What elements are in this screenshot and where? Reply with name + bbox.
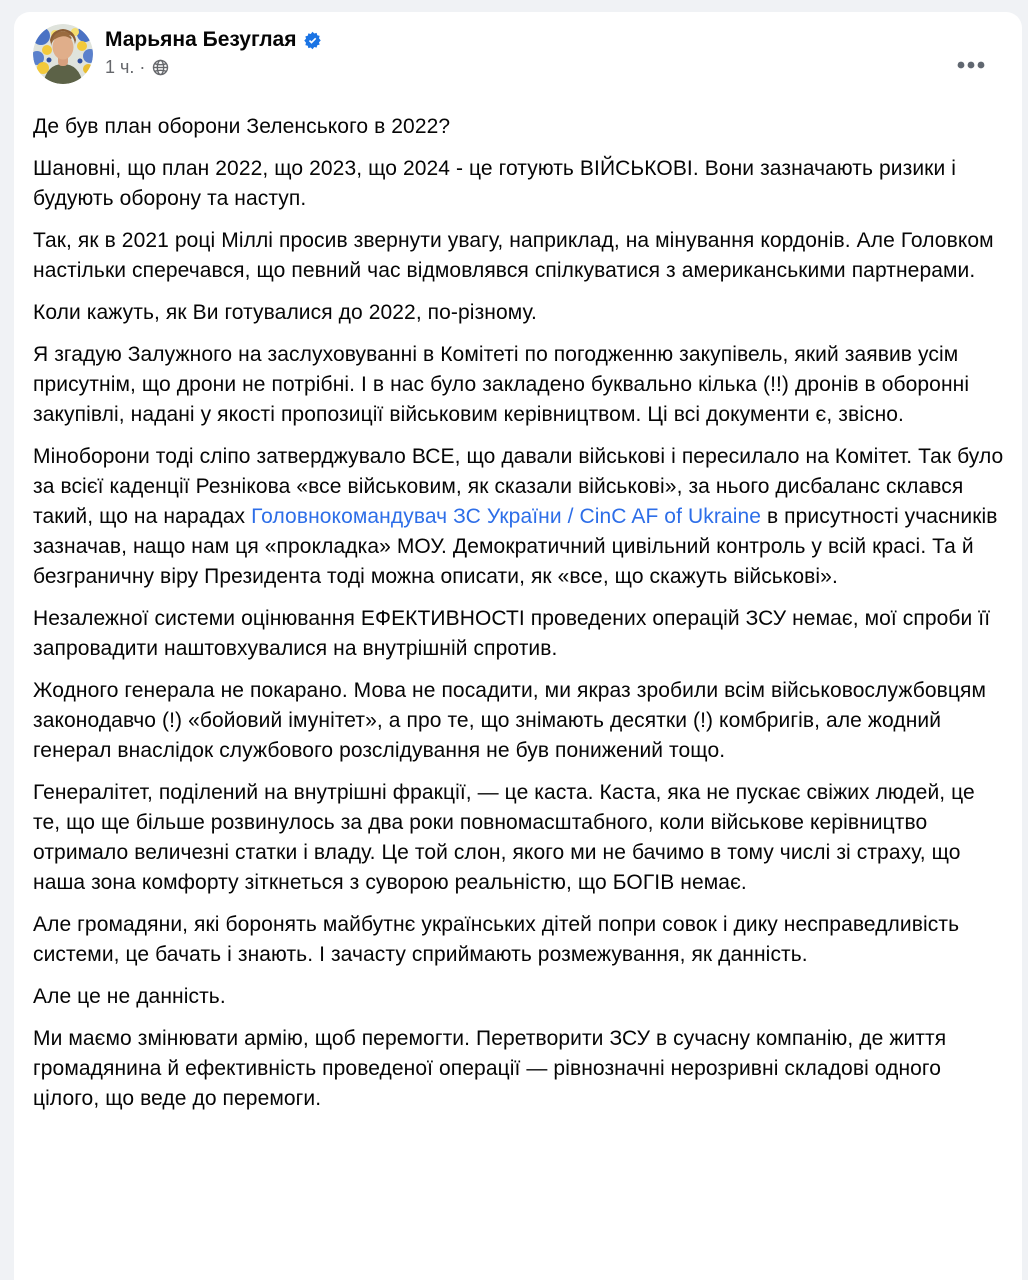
post-paragraph <box>33 442 1004 592</box>
post-mention-link[interactable]: Головнокомандувач ЗС України / CinC AF of Ukraine <box>251 505 762 528</box>
more-options-button[interactable] <box>952 46 990 84</box>
post-paragraph <box>33 112 1004 142</box>
avatar[interactable] <box>33 24 93 84</box>
post-paragraph <box>33 340 1004 430</box>
post-text: Ми маємо змінювати армію, щоб перемогти. Перетворити ЗСУ в сучасну компанію, де життя громадянина й ефективність проведеної операції — рівнозначні нерозривні складові одного цілого, що веде до перемоги. <box>33 1027 947 1110</box>
avatar-photo <box>33 24 93 84</box>
header-text-block <box>105 24 322 78</box>
timestamp[interactable]: 1 ч. <box>105 57 135 77</box>
post-text: Шановні, що план 2022, що 2023, що 2024 - це готують ВІЙСЬКОВІ. Вони зазначають ризики і будують оборону та наступ. <box>33 157 956 210</box>
post-paragraph <box>33 226 1004 286</box>
post-paragraph <box>33 154 1004 214</box>
post-paragraph <box>33 910 1004 970</box>
post-text: Жодного генерала не покарано. Мова не посадити, ми якраз зробили всім військовослужбовцям законодавчо (!) «бойовий імунітет», а про те, що знімають десятки (!) комбригів, але жодний генерал внаслідок службового розслідування не був понижений тощо. <box>33 679 987 762</box>
post-paragraph <box>33 1024 1004 1114</box>
post-content <box>33 112 1004 1114</box>
post-text: в присутності учасників зазначав, нащо нам ця «прокладка» МОУ. Демократичний цивільний контроль у всій красі. Та й безграничну віру Президента тоді можна описати, як «все, що скажуть військові». <box>33 505 998 588</box>
post-paragraph <box>33 982 1004 1012</box>
post-text: Незалежної системи оцінювання ЕФЕКТИВНОСТІ проведених операцій ЗСУ немає, мої спроби її запровадити наштовхувалися на внутрішній спротив. <box>33 607 991 660</box>
post-paragraph <box>33 298 1004 328</box>
globe-icon <box>152 59 169 76</box>
post-text: Міноборони тоді сліпо затверджувало ВСЕ, що давали військові і пересилало на Комітет. Так було за всієї каденції Резнікова «все військовим, як сказали військові», за нього дисбаланс склався такий, що на нарадах <box>33 445 1004 528</box>
post-paragraph <box>33 778 1004 898</box>
post-text: Я згадую Залужного на заслуховуванні в Комітеті по погодженню закупівель, який заявив усім присутнім, що дрони не потрібні. І в нас було закладено буквально кілька (!!) дронів в оборонні закупівлі, надані у якості пропозиції військовим керівництвом. Ці всі документи є, звісно. <box>33 343 970 426</box>
post-text: Генералітет, поділений на внутрішні фракції, — це каста. Каста, яка не пускає свіжих людей, це те, що ще більше розвинулось за два роки повномасштабного, коли військове керівництво отримало величезні статки і владу. Це той слон, якого ми не бачимо в тому числі зі страху, що наша зона комфорту зіткнеться з суворою реальністю, що БОГІВ немає. <box>33 781 975 894</box>
post-text: Коли кажуть, як Ви готувалися до 2022, по-різному. <box>33 301 537 324</box>
ellipsis-icon <box>957 61 985 69</box>
post-text: Але громадяни, які боронять майбутнє українських дітей попри совок і дику несправедливість системи, це бачать і знають. І зачасту сприймають розмежування, як данність. <box>33 913 960 966</box>
post-text: Де був план оборони Зеленського в 2022? <box>33 115 451 138</box>
post-paragraph <box>33 676 1004 766</box>
post-text: Але це не данність. <box>33 985 226 1008</box>
meta-separator: · <box>139 57 146 77</box>
post-card <box>14 12 1022 1280</box>
post-text: Так, як в 2021 році Міллі просив звернути увагу, наприклад, на мінування кордонів. Але Головком настільки сперечався, що певний час відмовлявся спілкуватися з американськими партнерами. <box>33 229 994 282</box>
author-name[interactable]: Марьяна Безуглая <box>105 28 297 51</box>
verified-badge-icon <box>303 31 322 50</box>
post-paragraph <box>33 604 1004 664</box>
post-meta <box>105 56 322 78</box>
post-header <box>33 24 1004 96</box>
